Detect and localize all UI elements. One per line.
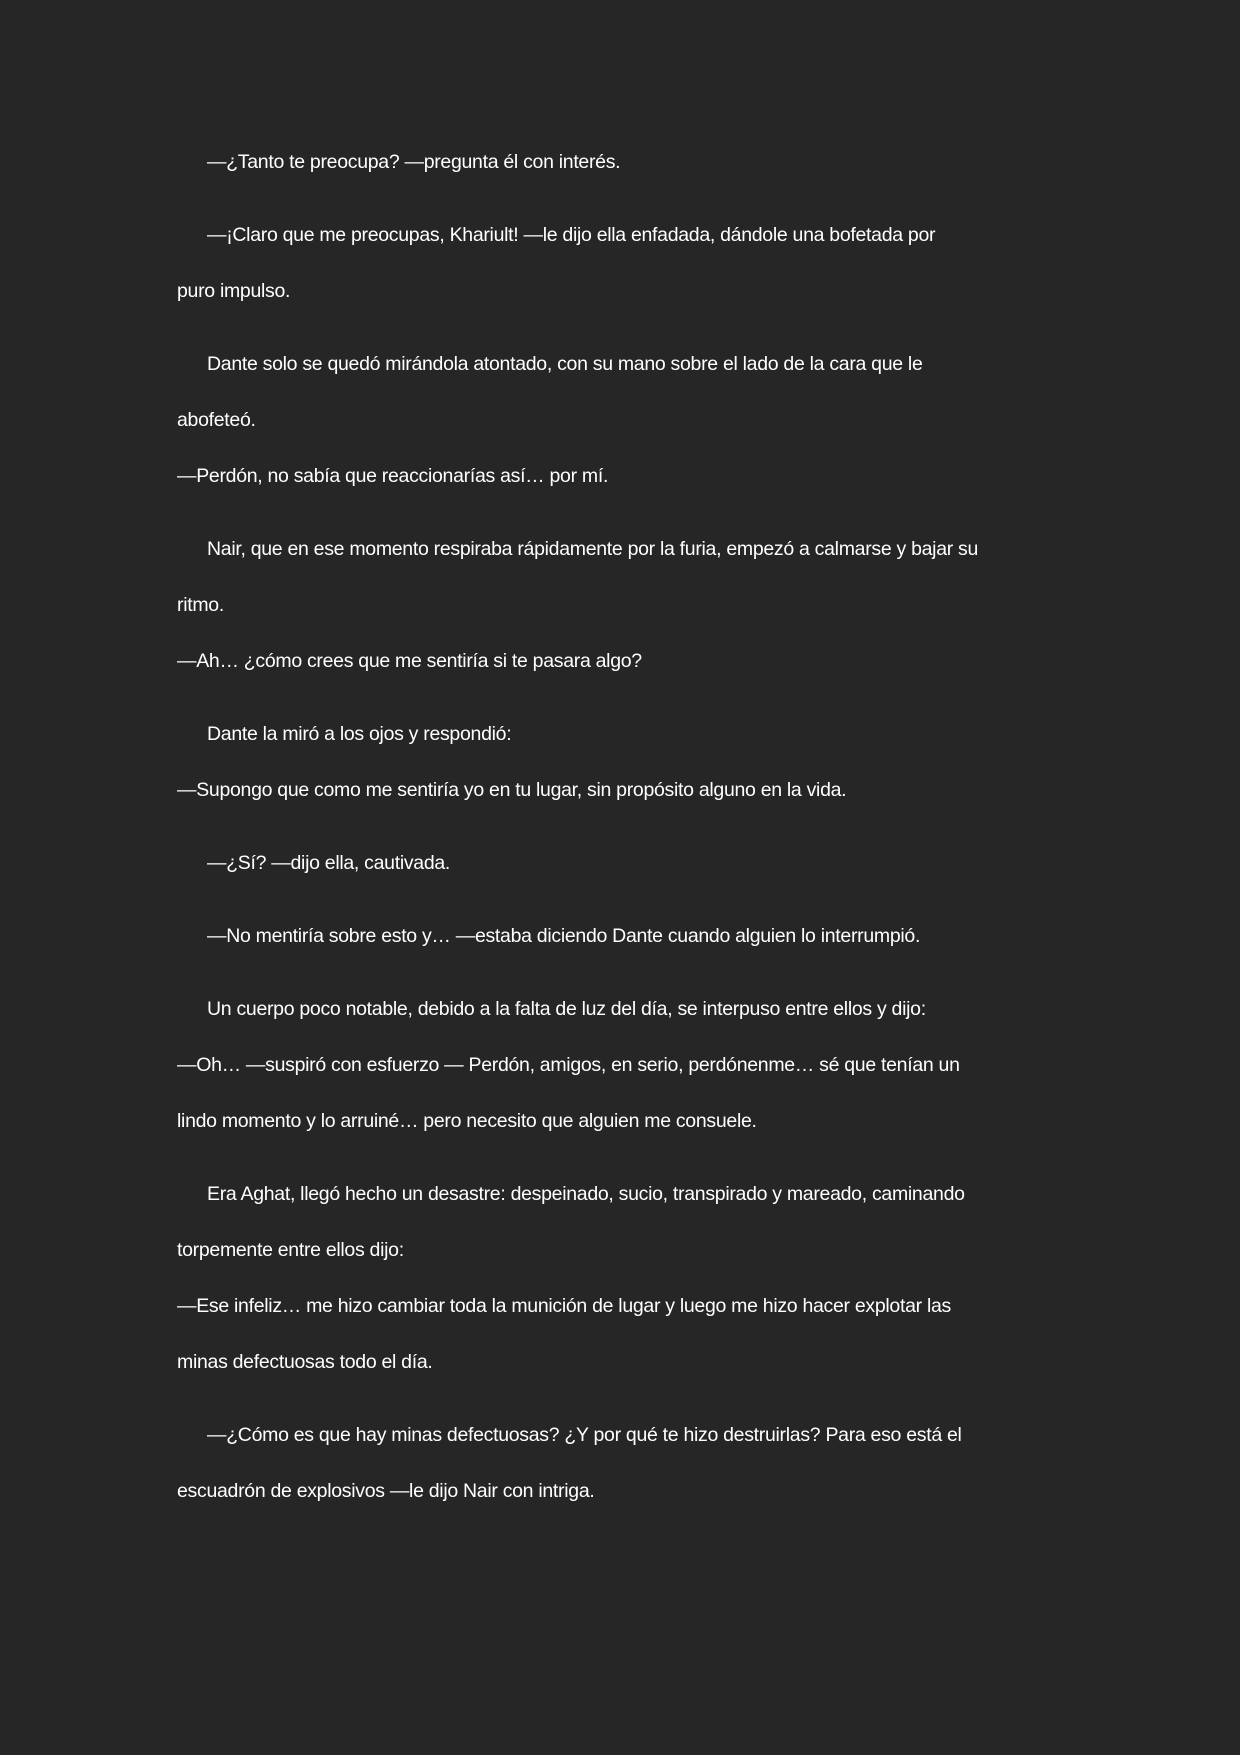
text-line: Nair, que en ese momento respiraba rápidamente por la furia, empezó a calmarse y bajar su [207, 538, 979, 560]
text-line: —¡Claro que me preocupas, Khariult! —le dijo ella enfadada, dándole una bofetada por [207, 224, 936, 246]
text-line: minas defectuosas todo el día. [177, 1351, 433, 1373]
text-line: —Perdón, no sabía que reaccionarías así… por mí. [177, 465, 609, 487]
text-line: abofeteó. [177, 409, 256, 431]
text-line: ritmo. [177, 594, 224, 616]
text-line: —Ese infeliz… me hizo cambiar toda la munición de lugar y luego me hizo hacer explotar las [177, 1295, 951, 1317]
text-line: lindo momento y lo arruiné… pero necesito que alguien me consuele. [177, 1110, 757, 1132]
text-line: puro impulso. [177, 280, 291, 302]
text-line: —No mentiría sobre esto y… —estaba diciendo Dante cuando alguien lo interrumpió. [207, 925, 921, 947]
text-line: —¿Sí? —dijo ella, cautivada. [207, 852, 451, 874]
text-line: Dante solo se quedó mirándola atontado, con su mano sobre el lado de la cara que le [207, 353, 923, 375]
text-line: —¿Tanto te preocupa? —pregunta él con interés. [207, 151, 621, 173]
text-line: —¿Cómo es que hay minas defectuosas? ¿Y por qué te hizo destruirlas? Para eso está el [207, 1424, 962, 1446]
text-line: torpemente entre ellos dijo: [177, 1239, 404, 1261]
text-line: escuadrón de explosivos —le dijo Nair con intriga. [177, 1480, 595, 1502]
text-line: —Oh… —suspiró con esfuerzo — Perdón, amigos, en serio, perdónenme… sé que tenían un [177, 1054, 960, 1076]
text-line: —Ah… ¿cómo crees que me sentiría si te pasara algo? [177, 650, 642, 672]
text-line: Era Aghat, llegó hecho un desastre: despeinado, sucio, transpirado y mareado, caminando [207, 1183, 965, 1205]
text-line: Dante la miró a los ojos y respondió: [207, 723, 512, 745]
text-line: Un cuerpo poco notable, debido a la falta de luz del día, se interpuso entre ellos y dijo: [207, 998, 926, 1020]
text-line: —Supongo que como me sentiría yo en tu lugar, sin propósito alguno en la vida. [177, 779, 847, 801]
